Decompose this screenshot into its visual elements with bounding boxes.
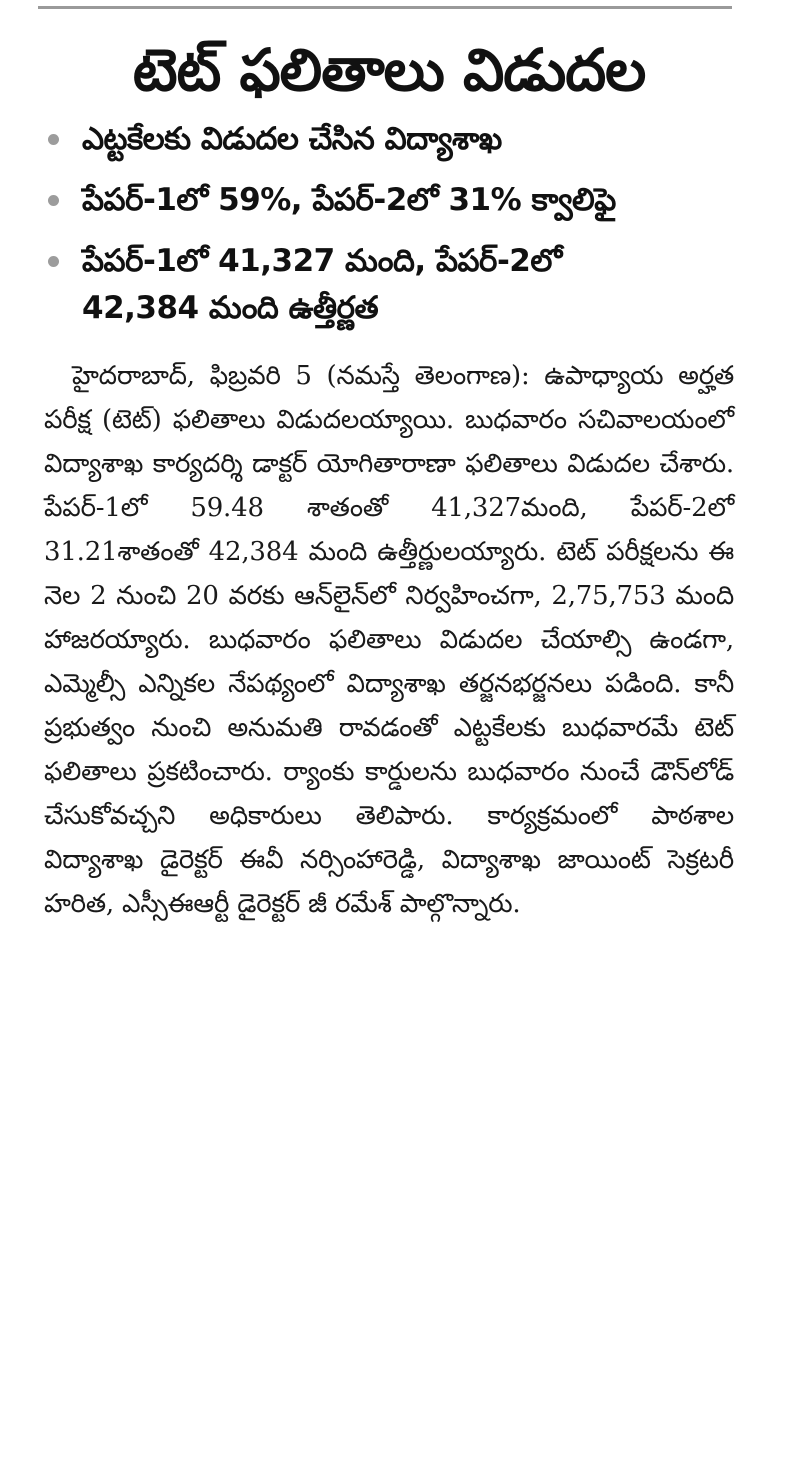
highlight-text: ఎట్టకేలకు విడుదల చేసిన విద్యాశాఖ: [82, 121, 502, 157]
highlight-item: [44, 238, 582, 332]
highlight-text: పేపర్-1లో 41,327 మంది, పేపర్-2లో 42,384 మంది ఉత్తీర్ణత: [82, 243, 562, 326]
highlight-item: [44, 116, 734, 163]
headline: టెట్ ఫలితాలు విడుదల: [132, 36, 646, 104]
news-article: [44, 28, 734, 952]
highlights-list: [44, 116, 734, 332]
bullet-dot-icon: [48, 195, 59, 206]
bullet-dot-icon: [48, 256, 59, 267]
highlight-item: [44, 177, 734, 224]
bullet-dot-icon: [48, 134, 59, 145]
top-rule: [38, 6, 732, 9]
highlight-text: పేపర్-1లో 59%, పేపర్-2లో 31% క్వాలిఫై: [82, 182, 616, 218]
article-body: హైదరాబాద్, ఫిబ్రవరి 5 (నమస్తే తెలంగాణ): ఉపాధ్యాయ అర్హత పరీక్ష (టెట్) ఫలితాలు విడుదలయ్యాయి. బుధవారం సచివాలయంలో విద్యాశాఖ కార్యదర్శి డాక్టర్ యోగితారాణా ఫలితాలు విడుదల చేశారు. పేపర్-1లో 59.48 శాతంతో 41,327మంది, పేపర్-2లో 31.21శాతంతో 42,384 మంది ఉత్తీర్ణులయ్యారు. టెట్ పరీక్షలను ఈ నెల 2 నుంచి 20 వరకు ఆన్‌లైన్‌లో నిర్వహించగా, 2,75,753 మంది హాజరయ్యారు. బుధవారం ఫలితాలు విడుదల చేయాల్సి ఉండగా, ఎమ్మెల్సీ ఎన్నికల నేపథ్యంలో విద్యాశాఖ తర్జనభర్జనలు పడింది. కానీ ప్రభుత్వం నుంచి అనుమతి రావడంతో ఎట్టకేలకు బుధవారమే టెట్ ఫలితాలు ప్రకటించారు. ర్యాంకు కార్డులను బుధవారం నుంచే డౌన్‌లోడ్ చేసుకోవచ్చని అధికారులు తెలిపారు. కార్యక్రమంలో పాఠశాల విద్యాశాఖ డైరెక్టర్ ఈవీ నర్సింహారెడ్డి, విద్యాశాఖ జాయింట్ సెక్రటరీ హరిత, ఎస్సీఈఆర్టీ డైరెక్టర్ జీ రమేశ్ పాల్గొన్నారు.: [44, 361, 734, 919]
